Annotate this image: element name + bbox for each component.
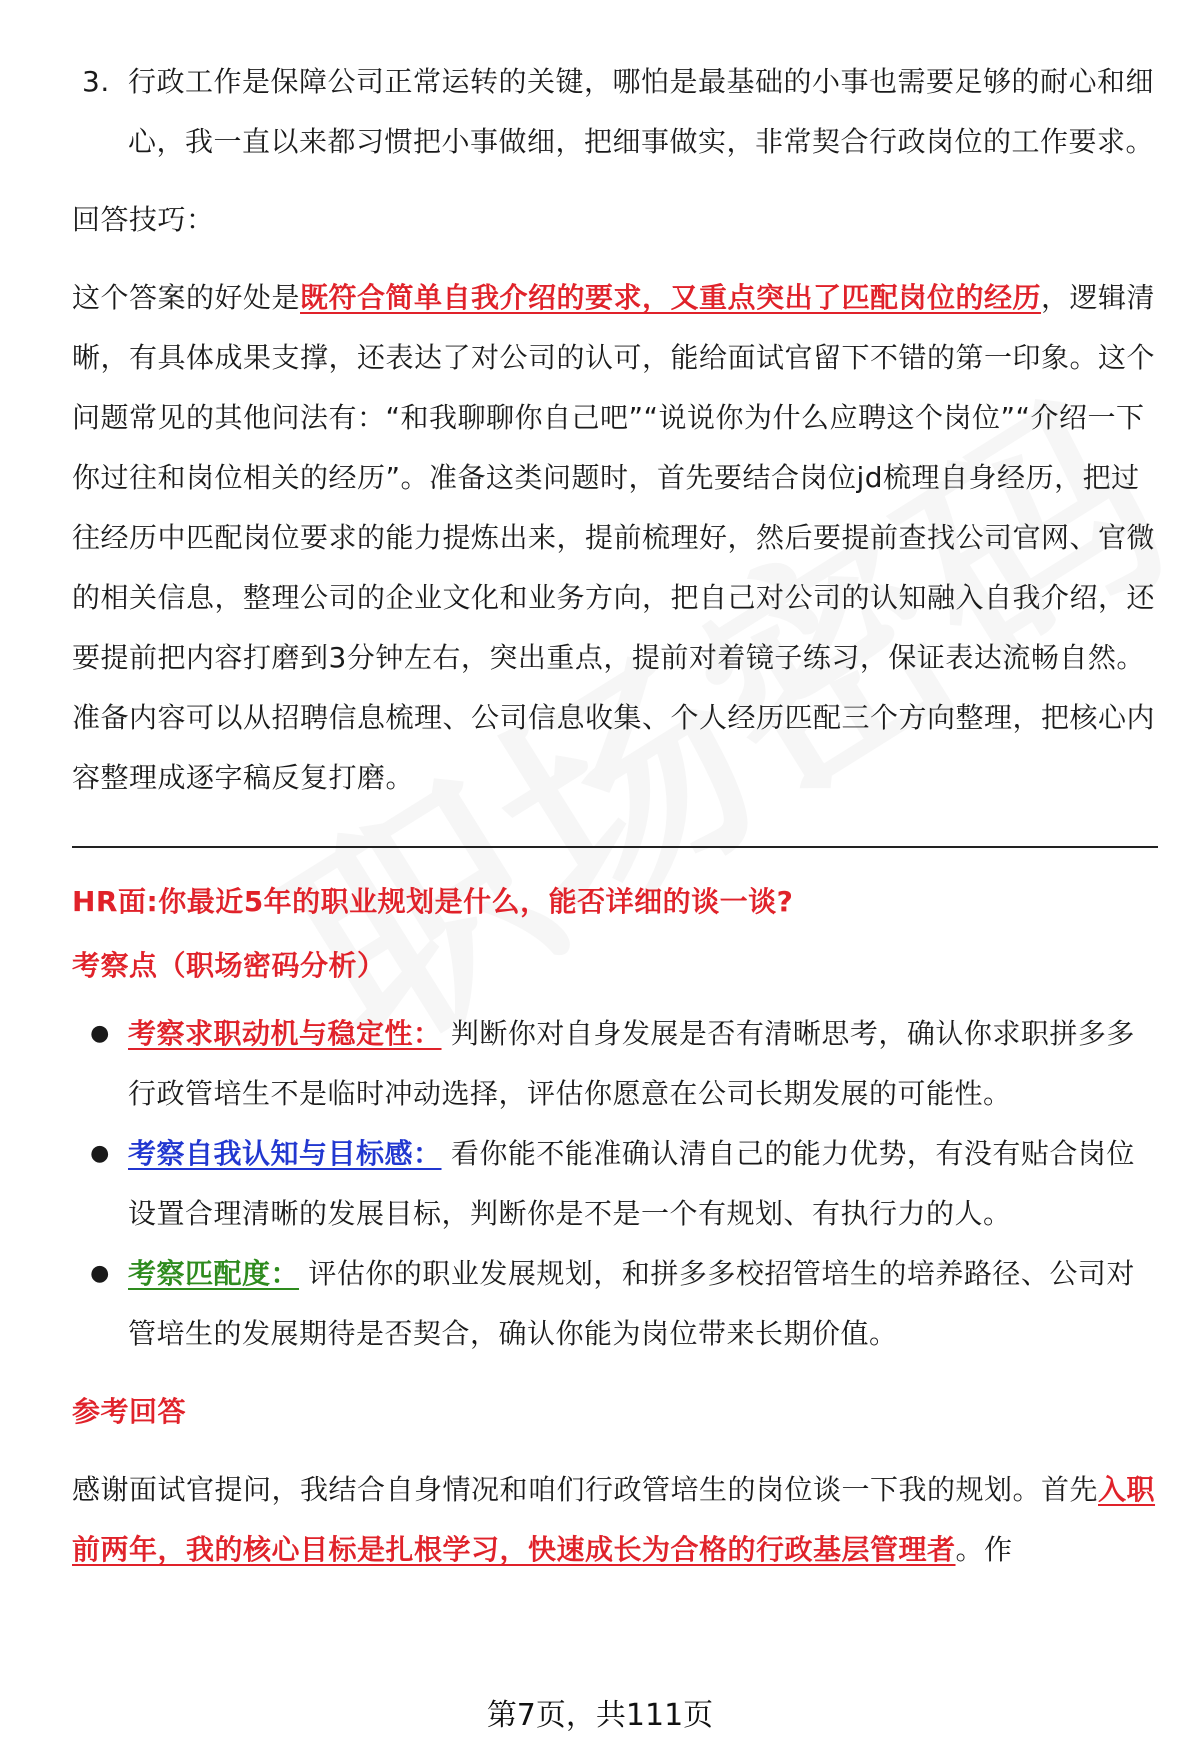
points-list xyxy=(72,1004,1158,1364)
tips-rest: ，逻辑清晰，有具体成果支撑，还表达了对公司的认可，能给面试官留下不错的第一印象。这个问题常见的其他问法有：“和我聊聊你自己吧”“说说你为什么应聘这个岗位”“介绍一下你过往和岗位相关的经历”。准备这类问题时，首先要结合岗位jd梳理自身经历，把过往经历中匹配岗位要求的能力提炼出来，提前梳理好，然后要提前查找公司官网、官微的相关信息，整理公司的企业文化和业务方向，把自己对公司的认知融入自我介绍，还要提前把内容打磨到3分钟左右，突出重点，提前对着镜子练习，保证表达流畅自然。准备内容可以从招聘信息梳理、公司信息收集、个人经历匹配三个方向整理，把核心内容整理成逐字稿反复打磨。 xyxy=(72,281,1156,794)
answer-highlight: 入职前两年，我的核心目标是扎根学习，快速成长为合格的行政基层管理者 xyxy=(72,1473,1156,1566)
point-label: 考察自我认知与目标感： xyxy=(128,1137,442,1170)
answer-rest: 。作 xyxy=(955,1533,1013,1566)
answer-heading: 参考回答 xyxy=(72,1395,187,1428)
bullet-icon: ● xyxy=(90,1141,110,1166)
section-divider xyxy=(72,846,1158,848)
item-number: 3. xyxy=(82,65,110,98)
tips-highlight: 既符合简单自我介绍的要求，又重点突出了匹配岗位的经历 xyxy=(300,281,1042,314)
page-footer: 第7页，共111页 xyxy=(486,1698,714,1733)
tips-paragraph xyxy=(72,268,1158,808)
question-title: HR面:你最近5年的职业规划是什么，能否详细的谈一谈? xyxy=(72,885,794,918)
points-heading: 考察点（职场密码分析） xyxy=(72,949,386,982)
tips-label: 回答技巧： xyxy=(72,203,215,236)
bullet-icon: ● xyxy=(90,1261,110,1286)
numbered-item-3 xyxy=(72,52,1158,172)
point-text: 看你能不能准确认清自己的能力优势，有没有贴合岗位设置合理清晰的发展目标，判断你是不是一个有规划、有执行力的人。 xyxy=(128,1137,1135,1230)
point-text: 判断你对自身发展是否有清晰思考，确认你求职拼多多行政管培生不是临时冲动选择，评估你愿意在公司长期发展的可能性。 xyxy=(128,1017,1135,1110)
item-text: 行政工作是保障公司正常运转的关键，哪怕是最基础的小事也需要足够的耐心和细心，我一直以来都习惯把小事做细，把细事做实，非常契合行政岗位的工作要求。 xyxy=(128,65,1155,158)
answer-intro: 感谢面试官提问，我结合自身情况和咱们行政管培生的岗位谈一下我的规划。首先 xyxy=(72,1473,1099,1506)
tips-intro: 这个答案的好处是 xyxy=(72,281,301,314)
point-item xyxy=(72,1244,1158,1364)
bullet-icon: ● xyxy=(90,1021,110,1046)
answer-paragraph xyxy=(72,1460,1158,1580)
document-page xyxy=(72,52,1158,1580)
point-label: 考察匹配度： xyxy=(128,1257,300,1290)
point-item xyxy=(72,1124,1158,1244)
point-text: 评估你的职业发展规划，和拼多多校招管培生的培养路径、公司对管培生的发展期待是否契合，确认你能为岗位带来长期价值。 xyxy=(128,1257,1135,1350)
point-label: 考察求职动机与稳定性： xyxy=(128,1017,442,1050)
point-item xyxy=(72,1004,1158,1124)
